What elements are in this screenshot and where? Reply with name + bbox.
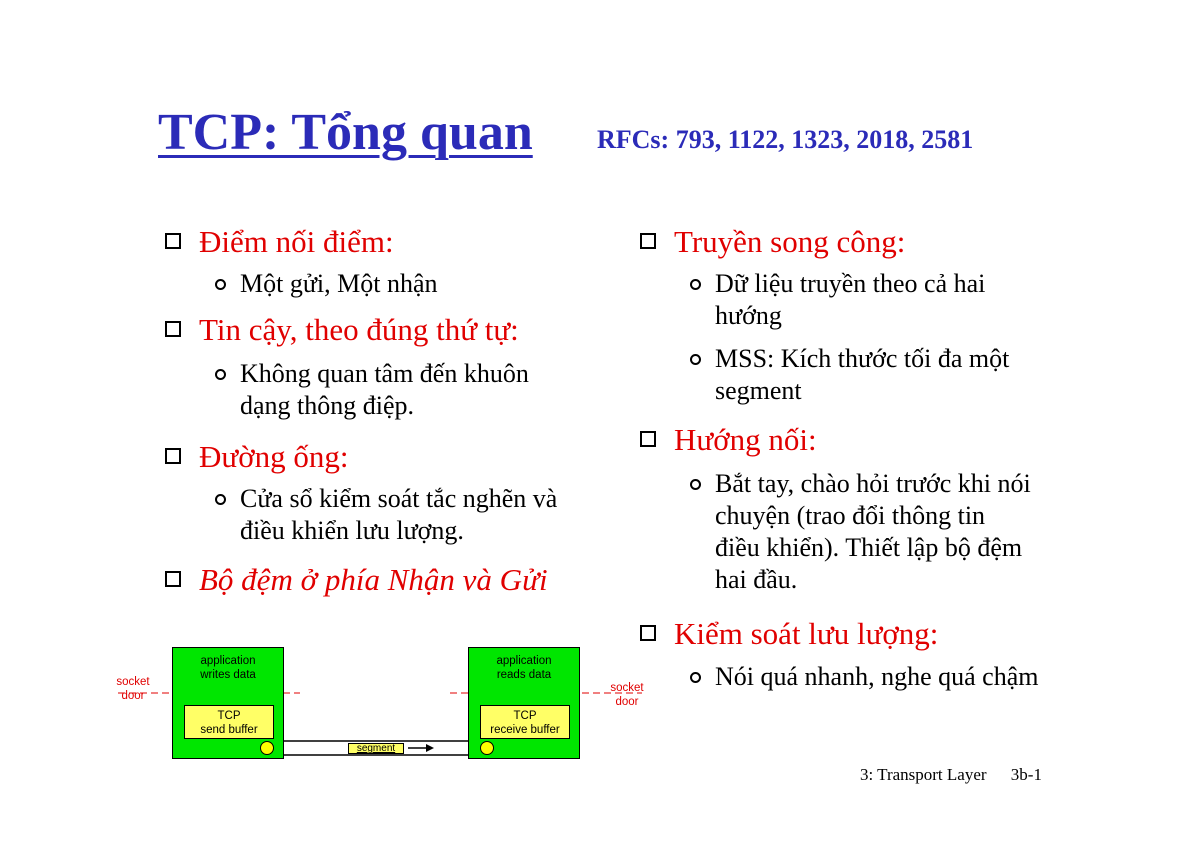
square-bullet-icon (165, 571, 181, 587)
socket-door-left: socket door (116, 676, 150, 702)
slide-footer (860, 765, 1042, 785)
bullet-point-to-point (165, 225, 394, 259)
chapter-label: 3: Transport Layer (860, 765, 987, 784)
circle-bullet-icon (690, 354, 701, 365)
square-bullet-icon (165, 233, 181, 249)
sub-bullet (215, 483, 585, 547)
square-bullet-icon (640, 625, 656, 641)
circle-bullet-icon (215, 369, 226, 380)
bullet-heading: Hướng nối: (674, 422, 817, 457)
sub-bullet (690, 268, 1045, 332)
sub-bullet-text: Dữ liệu truyền theo cả hai hướng (715, 269, 986, 330)
bullet-heading: Truyền song công: (674, 224, 906, 259)
page-title: TCP: Tổng quan (158, 104, 533, 161)
bullet-pipeline (165, 440, 348, 474)
bullet-heading: Tin cậy, theo đúng thứ tự: (199, 312, 519, 347)
sub-bullet (215, 358, 585, 422)
segment-arrow-icon (426, 744, 434, 752)
circle-bullet-icon (690, 479, 701, 490)
rfc-list: RFCs: 793, 1122, 1323, 2018, 2581 (597, 125, 974, 154)
socket-door-right: socket door (610, 682, 644, 708)
socket-circle-right (480, 741, 494, 755)
circle-bullet-icon (215, 279, 226, 290)
sub-bullet-text: Nói quá nhanh, nghe quá chậm (715, 662, 1039, 691)
sub-bullet-text: MSS: Kích thước tối đa một segment (715, 344, 1010, 405)
square-bullet-icon (165, 448, 181, 464)
square-bullet-icon (640, 431, 656, 447)
circle-bullet-icon (690, 672, 701, 683)
receive-buffer: TCP receive buffer (480, 705, 570, 739)
circle-bullet-icon (215, 494, 226, 505)
sub-bullet-text: Không quan tâm đến khuôn dạng thông điệp. (240, 359, 529, 420)
segment-label: segment (348, 743, 404, 754)
bullet-heading: Đường ống: (199, 439, 349, 474)
sub-bullet-text: Cửa sổ kiểm soát tắc nghẽn và điều khiển lưu lượng. (240, 484, 558, 545)
sub-bullet (690, 661, 1045, 693)
app-writes-label: application writes data (200, 655, 256, 681)
tcp-buffer-diagram (110, 645, 650, 765)
bullet-buffers (165, 563, 548, 597)
bullet-flow-control (640, 617, 938, 651)
circle-bullet-icon (690, 279, 701, 290)
square-bullet-icon (165, 321, 181, 337)
bullet-heading: Bộ đệm ở phía Nhận và Gửi (199, 562, 548, 597)
bullet-connection-oriented (640, 423, 817, 457)
sub-bullet-text: Bắt tay, chào hỏi trước khi nói chuyện (trao đổi thông tin điều khiển). Thiết lập bộ đệm hai đầu. (715, 469, 1031, 594)
sub-bullet (215, 268, 575, 300)
sub-bullet-text: Một gửi, Một nhận (240, 269, 438, 298)
sub-bullet (690, 343, 1055, 407)
bullet-full-duplex (640, 225, 905, 259)
square-bullet-icon (640, 233, 656, 249)
send-buffer: TCP send buffer (184, 705, 274, 739)
app-reads-label: application reads data (496, 655, 552, 681)
sub-bullet (690, 468, 1035, 596)
socket-circle-left (260, 741, 274, 755)
bullet-heading: Kiểm soát lưu lượng: (674, 616, 939, 651)
bullet-heading: Điểm nối điểm: (199, 224, 394, 259)
page-number: 3b-1 (1010, 765, 1042, 784)
bullet-reliable (165, 313, 519, 347)
